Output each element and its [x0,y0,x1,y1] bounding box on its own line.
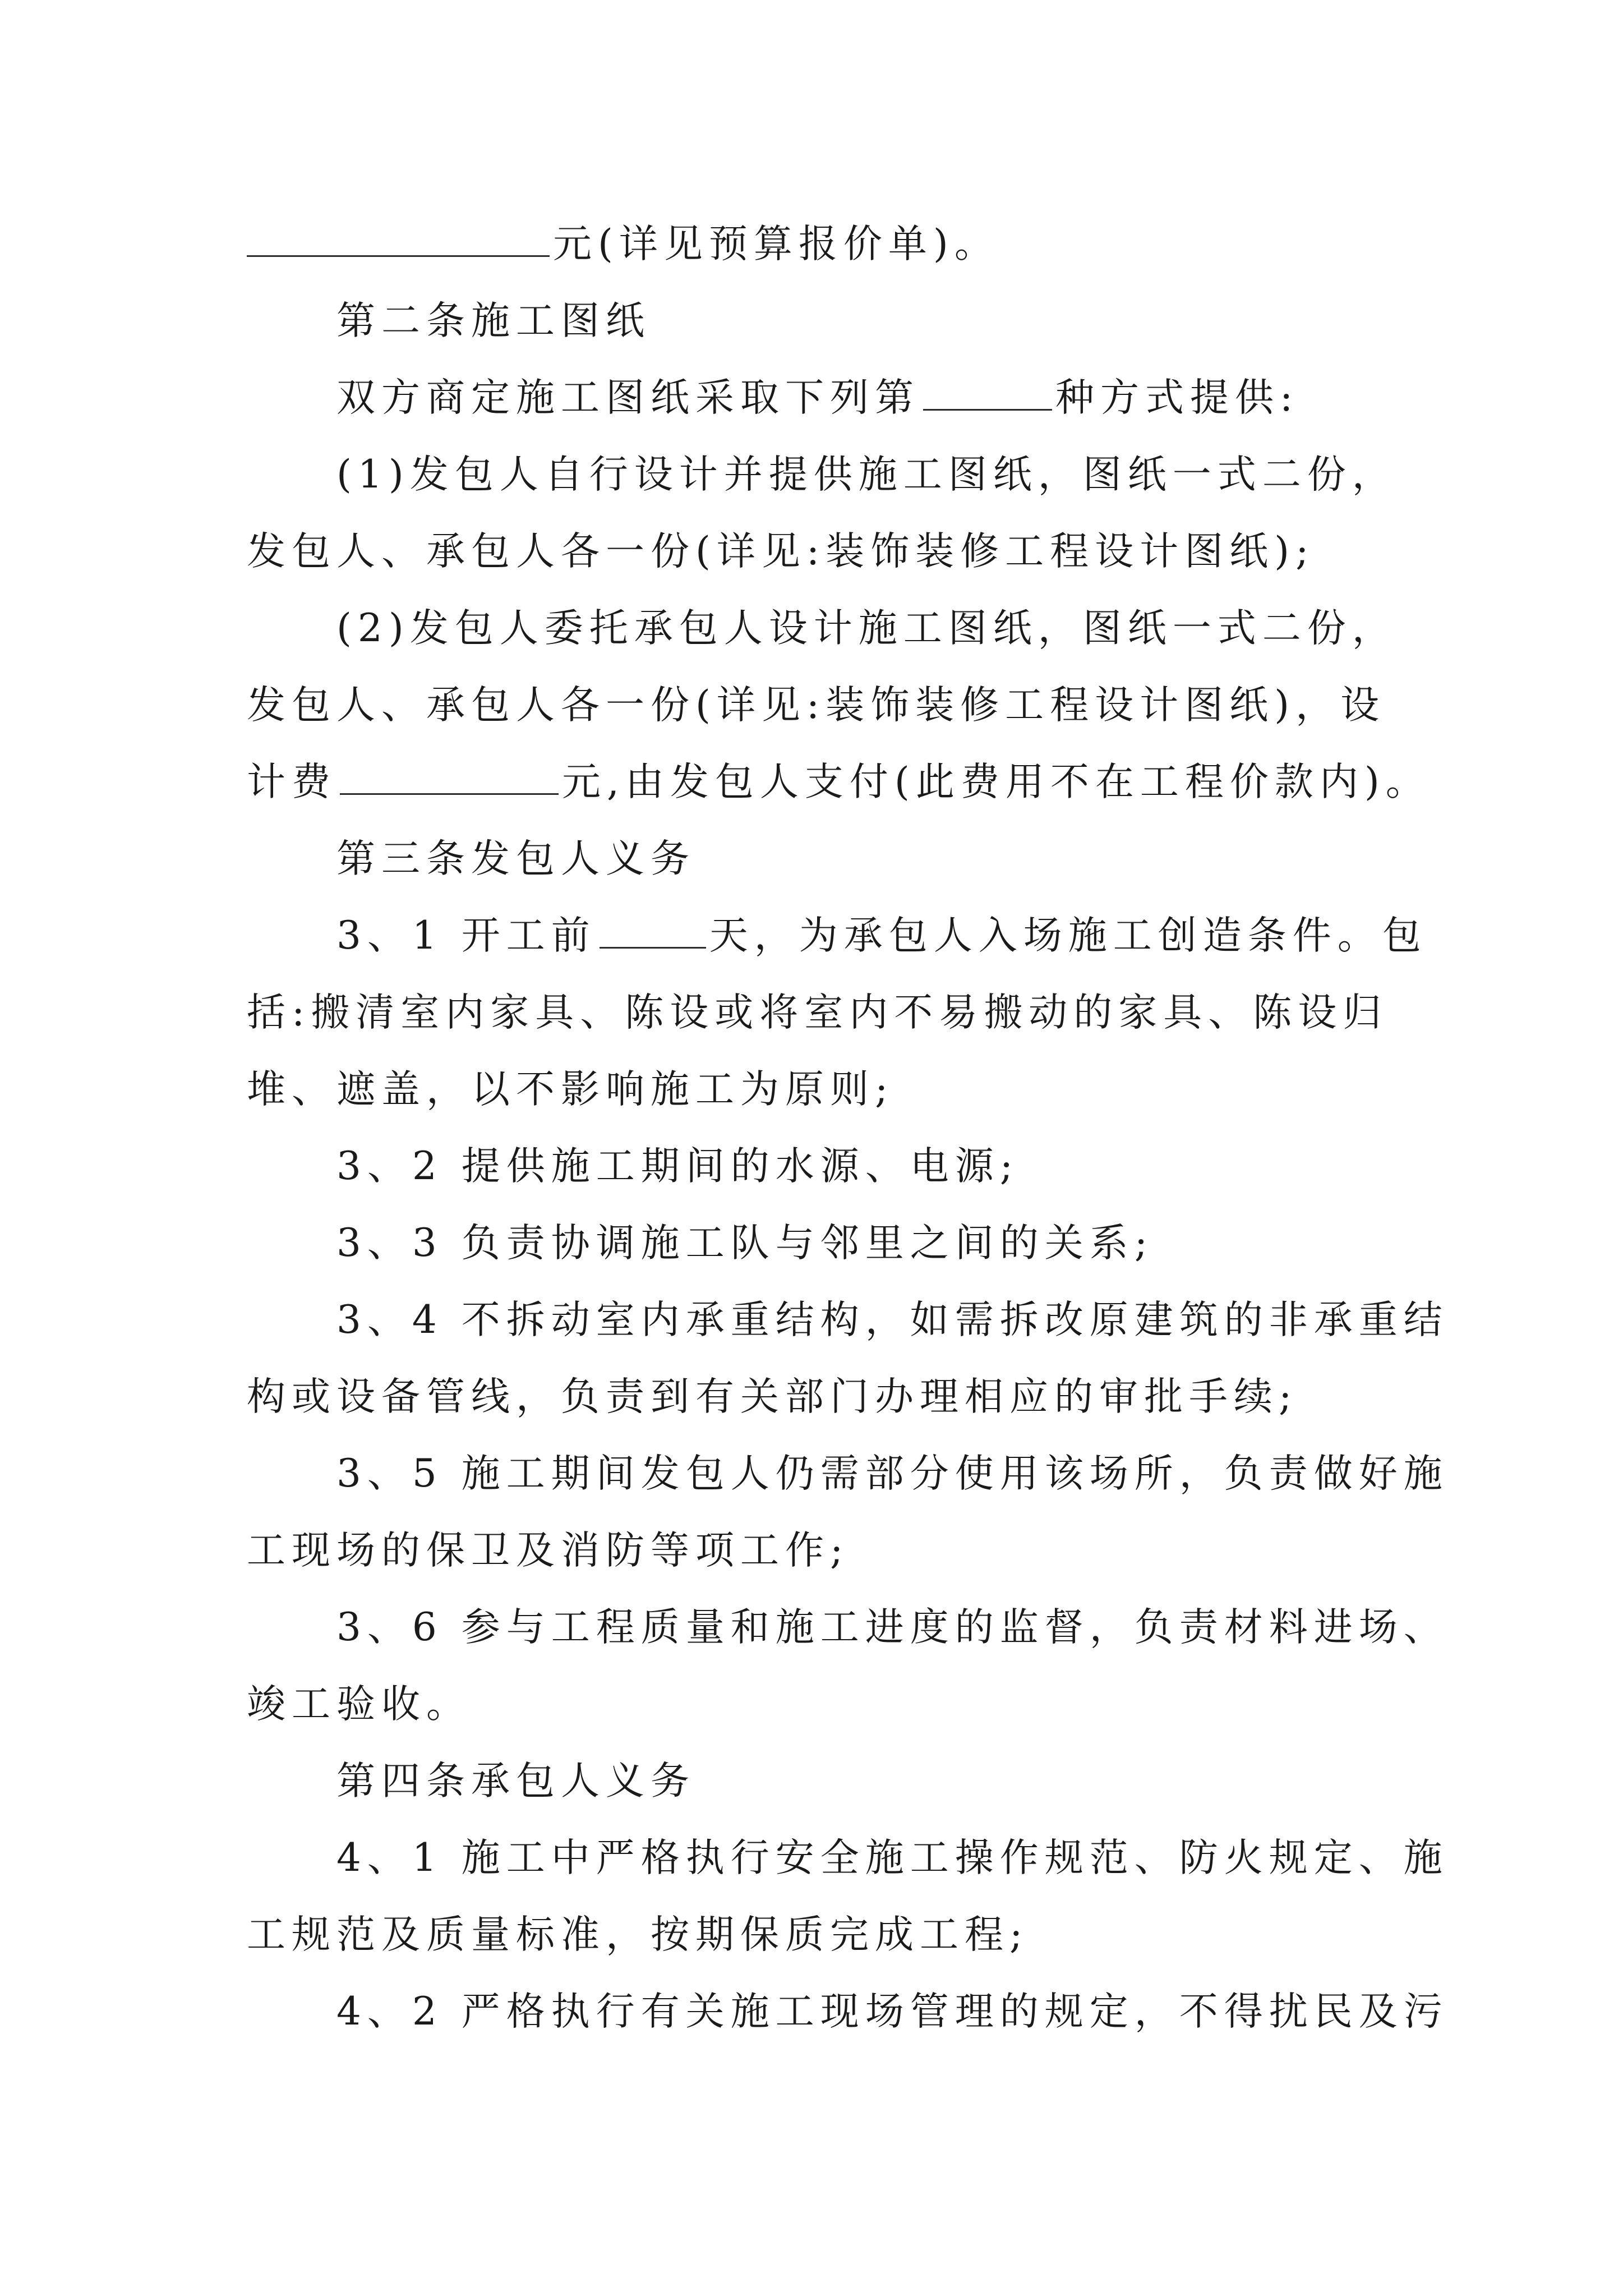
text-line-7: 发包人、承包人各一份(详见:装饰装修工程设计图纸)，设 [247,683,1386,728]
text-line-14: 3、3 负责协调施工队与邻里之间的关系; [336,1221,1154,1266]
text-line-3 [336,364,1299,431]
text-line-10 [336,902,1427,969]
line-text: 元(详见预算报价单)。 [553,222,999,266]
line-text: 双方商定施工图纸采取下列第 [336,375,920,420]
section-heading-2: 第二条施工图纸 [336,298,651,343]
line-text: 计费 [247,760,336,804]
text-line-1 [247,210,999,278]
text-line-6: (2)发包人委托承包人设计施工图纸，图纸一式二份， [336,606,1397,651]
text-line-23: 工规范及质量标准，按期保质完成工程; [247,1912,1029,1957]
section-heading-4: 第四条承包人义务 [336,1759,695,1803]
blank-design-fee [340,749,559,795]
text-line-11: 括:搬清室内家具、陈设或将室内不易搬动的家具、陈设归 [247,990,1388,1035]
line-text: 种方式提供: [1055,375,1299,420]
blank-days-before [600,903,706,949]
blank-method-number [923,365,1052,411]
text-line-19: 3、6 参与工程质量和施工进度的监督，负责材料进场、 [336,1605,1449,1650]
text-line-16: 构或设备管线，负责到有关部门办理相应的审批手续; [247,1374,1298,1419]
text-line-17: 3、5 施工期间发包人仍需部分使用该场所，负责做好施 [336,1451,1449,1496]
line-text: 3、1 开工前 [336,913,596,958]
text-line-24: 4、2 严格执行有关施工现场管理的规定，不得扰民及污 [336,1989,1449,2034]
text-line-20: 竣工验收。 [247,1682,471,1727]
line-text: 元,由发包人支付(此费用不在工程价款内)。 [562,760,1431,804]
blank-total-amount [247,211,550,257]
text-line-15: 3、4 不拆动室内承重结构，如需拆改原建筑的非承重结 [336,1297,1449,1342]
text-line-22: 4、1 施工中严格执行安全施工操作规范、防火规定、施 [336,1835,1449,1880]
text-line-8 [247,748,1431,816]
line-text: 天，为承包人入场施工创造条件。包 [709,913,1427,958]
text-line-18: 工现场的保卫及消防等项工作; [247,1528,850,1573]
text-line-4: (1)发包人自行设计并提供施工图纸，图纸一式二份， [336,452,1397,497]
text-line-12: 堆、遮盖，以不影响施工为原则; [247,1067,895,1112]
section-heading-3: 第三条发包人义务 [336,836,695,881]
text-line-5: 发包人、承包人各一份(详见:装饰装修工程设计图纸); [247,529,1315,574]
text-line-13: 3、2 提供施工期间的水源、电源; [336,1144,1019,1189]
